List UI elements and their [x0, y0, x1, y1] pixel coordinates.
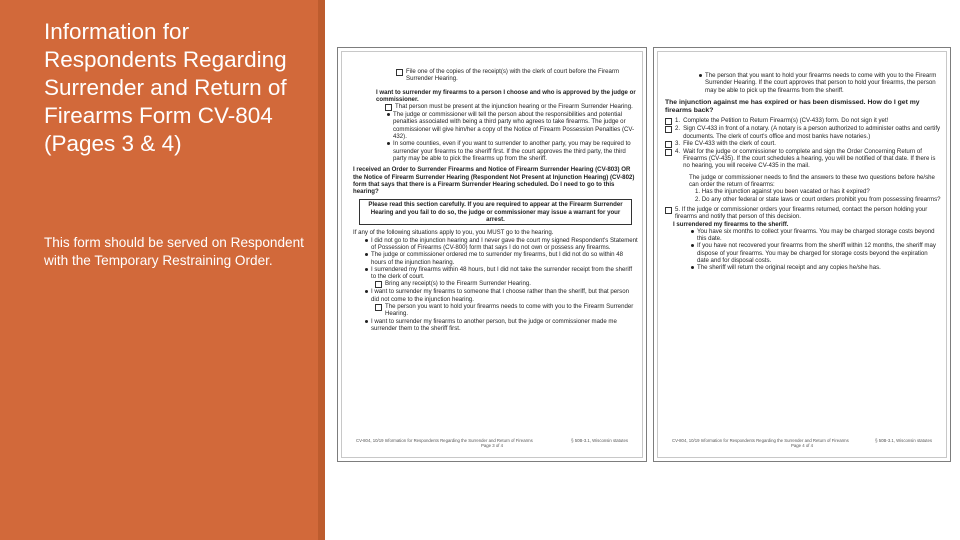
page-4-footer — [672, 438, 932, 448]
list-item: I surrendered my firearms within 48 hours, but I did not take the surrender receipt from the sheriff to the clerk of court. — [371, 265, 633, 281]
step-text: 5. If the judge or commissioner orders your firearms returned, contact the person holding your firearms and notify that person of this decision. — [675, 205, 928, 221]
page-4-heading-return: The injunction against me has expired or has been dismissed. How do I get my firearms back? — [665, 98, 920, 115]
step-text: Sign CV-433 in front of a notary. (A notary is a person authorized to administer oaths and certify documents. The clerk of court's office and most banks have notaries.) — [683, 125, 941, 140]
warning-box: Please read this section carefully. If you are required to appear at the Firearm Surrender Hearing and you fail to do so, the judge or commissioner may issue a warrant for your arrest. — [359, 199, 632, 225]
checkbox — [375, 304, 382, 311]
slide-title: Information for Respondents Regarding Surrender and Return of Firearms Form CV-804 (Pages 3 & 4) — [44, 19, 287, 156]
step-text: File CV-433 with the clerk of court. — [683, 139, 776, 147]
footer-page-number: Page 4 of 4 — [791, 443, 813, 448]
page-3-footer — [356, 438, 628, 448]
page-4-top-item: The person that you want to hold your firearms needs to come with you to the Firearm Surrender Hearing. If the court approves that person to hold your firearms, the person may be able to pick up the firearms from the sheriff. — [705, 72, 937, 94]
page-3-sub-item: In some counties, even if you want to surrender to another party, you may be required to surrender your firearms to the sheriff first. If the court approves the third party, the third party may be able to pick the firearms up from the sheriff. — [393, 140, 631, 162]
list-item: You have six months to collect your firearms. You may be charged storage costs beyond this date. — [697, 227, 935, 243]
bullet — [365, 290, 368, 293]
step-number: 3. — [675, 139, 681, 147]
page-3-sub-item: That person must be present at the injunction hearing or the Firearm Surrender Hearing. — [395, 103, 633, 111]
bullet — [691, 244, 694, 247]
page-3-heading-hearing: I received an Order to Surrender Firearms and Notice of Firearm Surrender Hearing (CV-803) OR the Notice of Firearm Surrender Hearing (Respondent Not Present at Injunction Hearing) (CV-802) form that says that there is a Firearm Surrender Hearing scheduled. Do I need to go to this hearing? — [353, 166, 635, 196]
footer-page-number: Page 3 of 4 — [481, 443, 503, 448]
bullet — [691, 230, 694, 233]
checkbox — [665, 207, 672, 214]
question: 1. Has the injunction against you been vacated or has it expired? — [695, 188, 870, 196]
footer-left: CV-804, 10/19 Information for Respondents Regarding the Surrender and Return of Firearms — [356, 438, 533, 443]
form-page-4 — [653, 47, 951, 462]
checkbox — [665, 126, 672, 133]
question: 2. Do any other federal or state laws or court orders prohibit you from possessing firearms? — [695, 195, 941, 203]
bullet — [691, 266, 694, 269]
step-number: 4. — [675, 147, 681, 155]
list-item: I did not go to the injunction hearing and I never gave the court my signed Respondent's Statement of Possession of Firearms (CV-800) form that says I do not own or possess any firearms. — [371, 236, 638, 251]
page-border — [341, 51, 643, 458]
footer-right: § 50B-3.1, Wisconsin statutes — [875, 438, 932, 443]
step-text: Wait for the judge or commissioner to complete and sign the Order Concerning Return of Firearms (CV-435). If the court schedules a hearing, you will be notified of that date. If there is no hearing, you will receive CV-435 in the mail. — [683, 147, 936, 170]
step-text: Complete the Petition to Return Firearm(s) (CV-433) form. Do not sign it yet! — [683, 117, 889, 125]
bullet — [387, 113, 390, 116]
step-number: 1. — [675, 117, 681, 125]
page-3-sub-item: The judge or commissioner will tell the person about the responsibilities and potential penalties associated with being a third party who agrees to take firearms. The judge or commissioner will give him/her a copy of the Notice of Firearm Possession Penalties (CV-432). — [393, 111, 635, 141]
footer-left: CV-804, 10/19 Information for Respondents Regarding the Surrender and Return of Firearms — [672, 438, 849, 443]
bullet — [365, 268, 368, 271]
questions-intro: The judge or commissioner needs to find the answers to these two questions before he/she can order the return of firearms: — [689, 173, 935, 189]
list-item: I want to surrender my firearms to someone that I choose rather than the sheriff, but that person did not come to the injunction hearing. — [371, 288, 629, 303]
list-item: The judge or commissioner ordered me to surrender my firearms, but I did not do so within 48 hours of the injunction hearing. — [371, 251, 623, 266]
bullet — [365, 253, 368, 256]
page-border — [657, 51, 947, 458]
checkbox — [375, 281, 382, 288]
list-item: The sheriff will return the original receipt and any copies he/she has. — [697, 264, 881, 272]
bullet — [365, 239, 368, 242]
checkbox — [665, 149, 672, 156]
list-item: The person you want to hold your firearms needs to come with you to the Firearm Surrender Hearing. — [385, 303, 634, 318]
checkbox — [385, 104, 392, 111]
bullet — [387, 142, 390, 145]
slide-body-text: This form should be served on Respondent with the Temporary Restraining Order. — [44, 235, 304, 268]
list-item: If you have not recovered your firearms from the sheriff within 12 months, the sheriff may dispose of your firearms. You may be charged for storage costs beyond the expiration date and for disposal costs. — [697, 242, 936, 265]
page-3-top-item: File one of the copies of the receipt(s) with the clerk of court before the Firearm Surrender Hearing. — [406, 68, 620, 83]
page-4-subheading-sheriff: I surrendered my firearms to the sheriff. — [673, 220, 789, 228]
footer-right: § 50B-3.1, Wisconsin statutes — [571, 438, 628, 443]
list-item: Bring any receipt(s) to the Firearm Surrender Hearing. — [385, 280, 531, 288]
page-3-content — [353, 68, 638, 332]
checkbox — [396, 69, 403, 76]
checkbox — [665, 118, 672, 125]
page-3-heading-third-party: I want to surrender my firearms to a person I choose and who is approved by the judge or commissioner. — [376, 88, 636, 103]
list-item: I want to surrender my firearms to another person, but the judge or commissioner made me surrender them to the sheriff first. — [371, 317, 617, 332]
panel-divider — [318, 0, 325, 540]
form-page-3 — [337, 47, 647, 462]
bullet — [365, 320, 368, 323]
page-3-intro: If any of the following situations apply to you, you MUST go to the hearing. — [353, 229, 554, 237]
step-number: 2. — [675, 125, 681, 133]
checkbox — [665, 141, 672, 148]
page-4-content — [665, 72, 941, 272]
bullet — [699, 74, 702, 77]
